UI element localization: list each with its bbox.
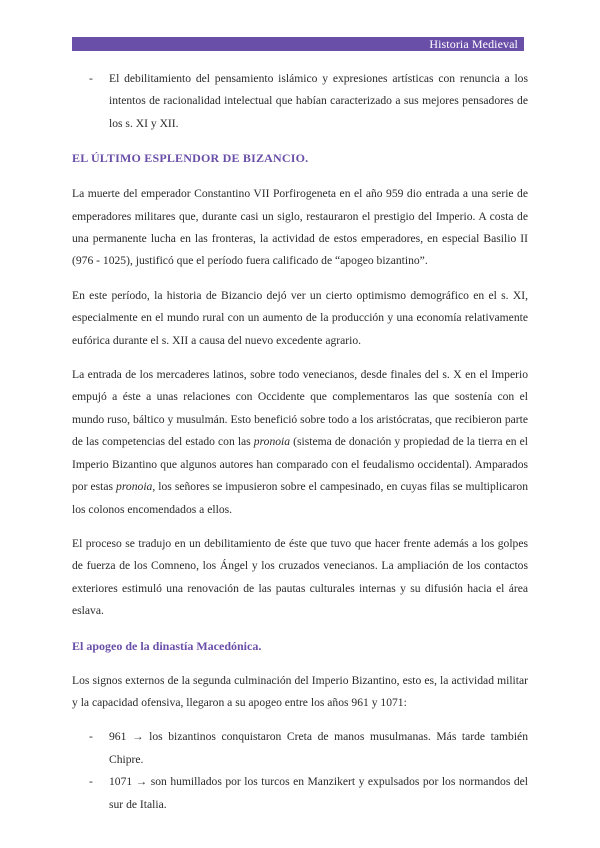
paragraph-text: (sistema de donación y propiedad de la tierra en el Imperio Bizantino que algunos autores han comparado con el feudalismo occidental). Amparados por estas: [72, 435, 528, 494]
bullet-dash: -: [89, 72, 93, 85]
page-content: [72, 68, 528, 816]
section-heading: EL ÚLTIMO ESPLENDOR DE BIZANCIO.: [72, 151, 309, 166]
paragraph: En este período, la historia de Bizancio dejó ver un cierto optimismo demográfico en el s. XI, especialmente en el mundo rural con un aumento de la producción y una economía relativamente eufórica durante el s. XII a causa del nuevo excedente agrario.: [72, 288, 528, 347]
bullet-text: 961 → los bizantinos conquistaron Creta de manos musulmanas. Más tarde también Chipre.: [109, 730, 528, 766]
header-bar: [72, 37, 524, 51]
list-item: [72, 726, 528, 771]
intro-bullet-list: [72, 68, 528, 135]
subsection-heading: El apogeo de la dinastía Macedónica.: [72, 638, 262, 653]
list-item: [72, 771, 528, 816]
paragraph-text: , los señores se impusieron sobre el campesinado, en cuyas filas se multiplicaron los colonos encomendados a ellos.: [72, 480, 528, 516]
paragraph: La muerte del emperador Constantino VII Porfirogeneta en el año 959 dio entrada a una serie de emperadores militares que, durante casi un siglo, restauraron el prestigio del Imperio. A costa de una permanente lucha en las fronteras, la actividad de estos emperadores, en especial Basilio II (976 - 1025), justificó que el período fuera calificado de “apogeo bizantino”.: [72, 187, 528, 268]
paragraph-text: La entrada de los mercaderes latinos, sobre todo venecianos, desde finales del s. X en el Imperio empujó a éste a unas relaciones con Occidente que complementaros las que sostenía con el mundo ruso, báltico y musulmán. Esto benefició sobre todo a los aristócratas, que recibieron parte de las competencias del estado con las: [72, 368, 528, 449]
paragraph: [72, 364, 528, 521]
events-bullet-list: [72, 726, 528, 816]
italic-term: pronoia: [116, 480, 153, 494]
italic-term: pronoia: [253, 435, 291, 449]
paragraph: El proceso se tradujo en un debilitamiento de éste que tuvo que hacer frente además a los golpes de fuerza de los Comneno, los Ángel y los cruzados venecianos. La ampliación de los contactos exteriores estimuló una renovación de las pautas culturales internas y su difusión hacia el área eslava.: [72, 536, 528, 618]
list-item: [72, 68, 528, 135]
header-title: Historia Medieval: [429, 37, 518, 51]
bullet-text: 1071 → son humillados por los turcos en Manzikert y expulsados por los normandos del sur de Italia.: [109, 775, 528, 811]
bullet-text: El debilitamiento del pensamiento islámico y expresiones artísticas con renuncia a los intentos de racionalidad intelectual que habían caracterizado a sus mejores pensadores de los s. XI y XII.: [109, 72, 528, 130]
paragraph: Los signos externos de la segunda culminación del Imperio Bizantino, esto es, la actividad militar y la capacidad ofensiva, llegaron a su apogeo entre los años 961 y 1071:: [72, 673, 528, 709]
bullet-dash: -: [89, 775, 93, 789]
bullet-dash: -: [89, 730, 93, 744]
